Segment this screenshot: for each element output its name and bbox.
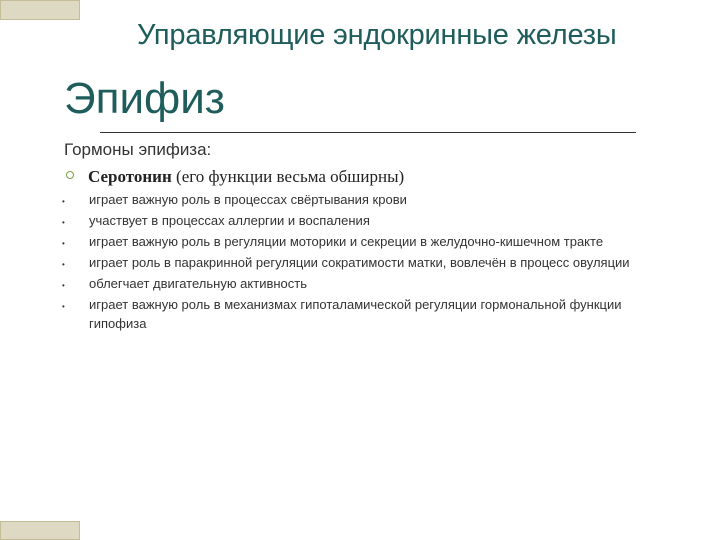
main-item-text xyxy=(88,167,404,187)
decorative-corner-top xyxy=(0,0,80,20)
list-item xyxy=(62,274,662,293)
list-item-text: играет важную роль в регуляции моторики и секреции в желудочно-кишечном тракте xyxy=(89,234,604,249)
slide-title: Эпифиз xyxy=(64,74,225,123)
list-item-text: облегчает двигательную активность xyxy=(89,276,307,291)
slide-supertitle: Управляющие эндокринные железы xyxy=(137,19,617,51)
list-item xyxy=(62,211,662,230)
bullet-icon: • xyxy=(62,260,65,269)
bullet-icon: • xyxy=(62,218,65,227)
bullet-icon: • xyxy=(62,197,65,206)
main-item-bold: Серотонин xyxy=(88,167,172,186)
list-item xyxy=(62,190,662,209)
bullet-icon: • xyxy=(62,302,65,311)
bullet-icon: • xyxy=(62,281,65,290)
list-item-text: играет роль в паракринной регуляции сократимости матки, вовлечён в процесс овуляции xyxy=(89,255,630,270)
decorative-corner-bottom xyxy=(0,521,80,540)
sub-bullet-list xyxy=(62,190,662,335)
list-item xyxy=(62,253,662,272)
list-item-text: играет важную роль в механизмах гипоталамической регуляции гормональной функции гипофиза xyxy=(89,297,622,331)
list-item xyxy=(62,232,662,251)
main-item-rest: (его функции весьма обширны) xyxy=(171,167,405,186)
list-item xyxy=(62,295,662,333)
bullet-icon: • xyxy=(62,239,65,248)
ring-bullet-icon xyxy=(66,171,74,179)
list-item-text: играет важную роль в процессах свёртывания крови xyxy=(89,192,407,207)
slide-subtitle: Гормоны эпифиза: xyxy=(64,140,212,159)
list-item-text: участвует в процессах аллергии и воспаления xyxy=(89,213,370,228)
title-divider xyxy=(100,132,636,133)
